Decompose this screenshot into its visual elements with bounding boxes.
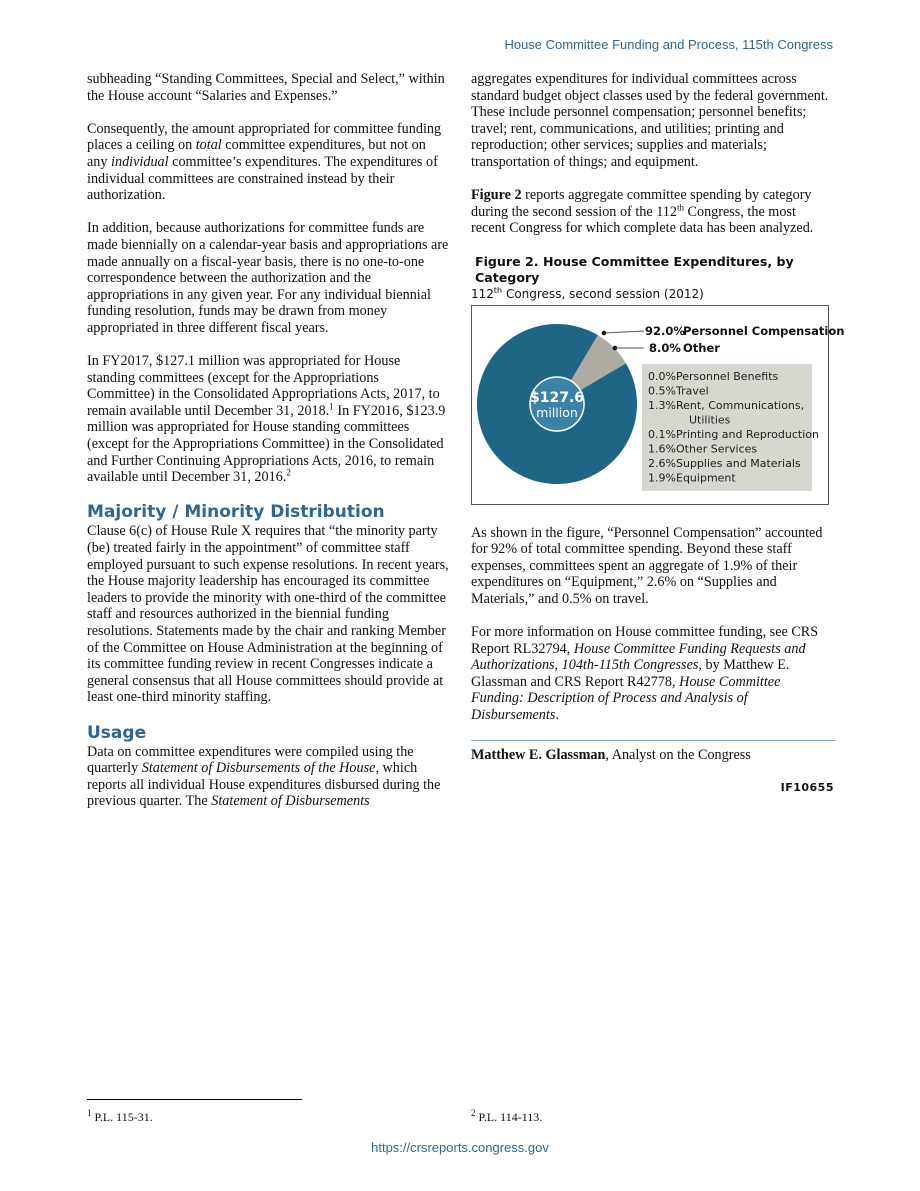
figure-subtitle: 112th Congress, second session (2012) bbox=[471, 285, 704, 301]
breakdown-percent: 2.6% bbox=[648, 456, 676, 470]
footer-link[interactable]: https://crsreports.congress.gov bbox=[371, 1140, 549, 1155]
pie-chart bbox=[472, 306, 845, 504]
pie-center-unit: million bbox=[536, 404, 578, 420]
breakdown-percent: 1.9% bbox=[648, 471, 676, 485]
breakdown-label: Utilities bbox=[689, 413, 731, 427]
author-divider bbox=[471, 740, 836, 741]
pie-chart-panel bbox=[471, 305, 845, 505]
running-header: House Committee Funding and Process, 115th Congress bbox=[504, 37, 833, 52]
footnote-ref[interactable]: 1 bbox=[329, 401, 334, 412]
figure-title: Figure 2. House Committee Expenditures, by Category bbox=[475, 253, 794, 285]
breakdown-percent: 0.0% bbox=[648, 369, 676, 383]
footnote-1: $^1$ P.L. 115-31. bbox=[87, 1108, 153, 1124]
breakdown-label: Printing and Reproduction bbox=[676, 427, 819, 441]
left-column bbox=[87, 71, 449, 827]
document-id: IF10655 bbox=[780, 780, 834, 794]
figure-2 bbox=[471, 253, 845, 505]
breakdown-label: Travel bbox=[676, 384, 709, 398]
section-heading-majority-minority: Majority / Minority Distribution bbox=[87, 502, 385, 523]
breakdown-label: Rent, Communications, bbox=[676, 398, 805, 412]
pie-center-amount: $127.6 bbox=[529, 389, 585, 406]
paragraph: subheading “Standing Committees, Special and Select,” within the House account “Salaries and Expenses.” bbox=[87, 71, 445, 104]
footnote-ref[interactable]: 2 bbox=[286, 467, 291, 478]
leader-line bbox=[604, 331, 644, 333]
footnote-2: $^2$ P.L. 114-113. bbox=[471, 1108, 543, 1124]
paragraph: Consequently, the amount appropriated for committee funding places a ceiling on total committee expenditures, but not on any individual committee’s expenditures. The expenditures of individual committees are constrained instead by their authorization. bbox=[87, 120, 442, 204]
breakdown-percent: 1.3% bbox=[648, 398, 676, 412]
breakdown-label: Other Services bbox=[676, 442, 758, 456]
breakdown-percent: 0.5% bbox=[648, 384, 676, 398]
paragraph: Data on committee expenditures were compiled using the quarterly Statement of Disbursements of the House, which reports all individual House expenditures disbursed during the previous quarter. The Statement of Disbursements bbox=[87, 743, 441, 810]
right-column bbox=[471, 71, 845, 796]
slice-label-percent: 8.0% bbox=[649, 340, 681, 355]
breakdown-label: Equipment bbox=[676, 471, 736, 485]
paragraph: As shown in the figure, “Personnel Compensation” accounted for 92% of total committee spending. Beyond these staff expenses, committees spent an aggregate of 1.9% of their expenditures on “Equipment,” 2.6% on “Supplies and Materials,” and 0.5% on travel. bbox=[471, 524, 823, 607]
author-line: Matthew E. Glassman, Analyst on the Congress bbox=[471, 747, 751, 764]
section-heading-usage: Usage bbox=[87, 722, 147, 743]
paragraph: Figure 2 reports aggregate committee spending by category during the second session of the 112th Congress, the most recent Congress for which complete data has been analyzed. bbox=[471, 187, 814, 237]
slice-label-name: Other bbox=[683, 340, 720, 355]
breakdown-label: Personnel Benefits bbox=[676, 369, 779, 383]
paragraph: In addition, because authorizations for committee funds are made biennially on a calendar-year basis and appropriations are made annually on a fiscal-year basis, there is no one-to-one correspondence between the authorization and the appropriations in any given year. For any individual biennial funding resolution, funds may be drawn from money appropriated in three different fiscal years. bbox=[87, 220, 449, 336]
paragraph: In FY2017, $127.1 million was appropriated for House standing committees (except for the Appropriations Committee) in the Consolidated Appropriations Acts, 2017, to remain available until December 31, 2018.$^1$ In FY2016, $123.9 million was appropriated for House standing committees (except for the Appropriations Committee) in the Consolidated and Further Continuing Appropriations Acts, 2016, to remain available until December 31, 2016.$^2$ bbox=[87, 353, 446, 486]
breakdown-label: Supplies and Materials bbox=[676, 456, 801, 470]
slice-label-percent: 92.0% bbox=[645, 323, 685, 338]
breakdown-percent: 0.1% bbox=[648, 427, 676, 441]
paragraph: aggregates expenditures for individual committees across standard budget object classes used by the federal government. These include personnel compensation; personnel benefits; travel; rent, communications, and utilities; printing and reproduction; other services; supplies and materials; transportation of things; and equipment. bbox=[471, 71, 829, 170]
paragraph: Clause 6(c) of House Rule X requires that “the minority party (be) treated fairly in the appointment” of committee staff employed pursuant to such expense resolutions. In recent years, the House majority leadership has encouraged its committee leaders to provide the minority with one-third of the committee staff and resources authorized in the biennial funding resolutions. Statements made by the chair and ranking Member of the Committee on House Administration at the beginning of its committee funding review in recent Congresses indicate a general consensus that all House committees should provide at least one-third minority staffing. bbox=[87, 523, 449, 706]
breakdown-percent: 1.6% bbox=[648, 442, 676, 456]
footnote-divider bbox=[87, 1099, 302, 1100]
paragraph: For more information on House committee funding, see CRS Report RL32794, House Committee Funding Requests and Authorizations, 104th-115th Congresses, by Matthew E. Glassman and CRS Report R42778, House Committee Funding: Description of Process and Analysis of Disbursements. bbox=[471, 624, 819, 724]
slice-label-name: Personnel Compensation bbox=[683, 323, 845, 338]
